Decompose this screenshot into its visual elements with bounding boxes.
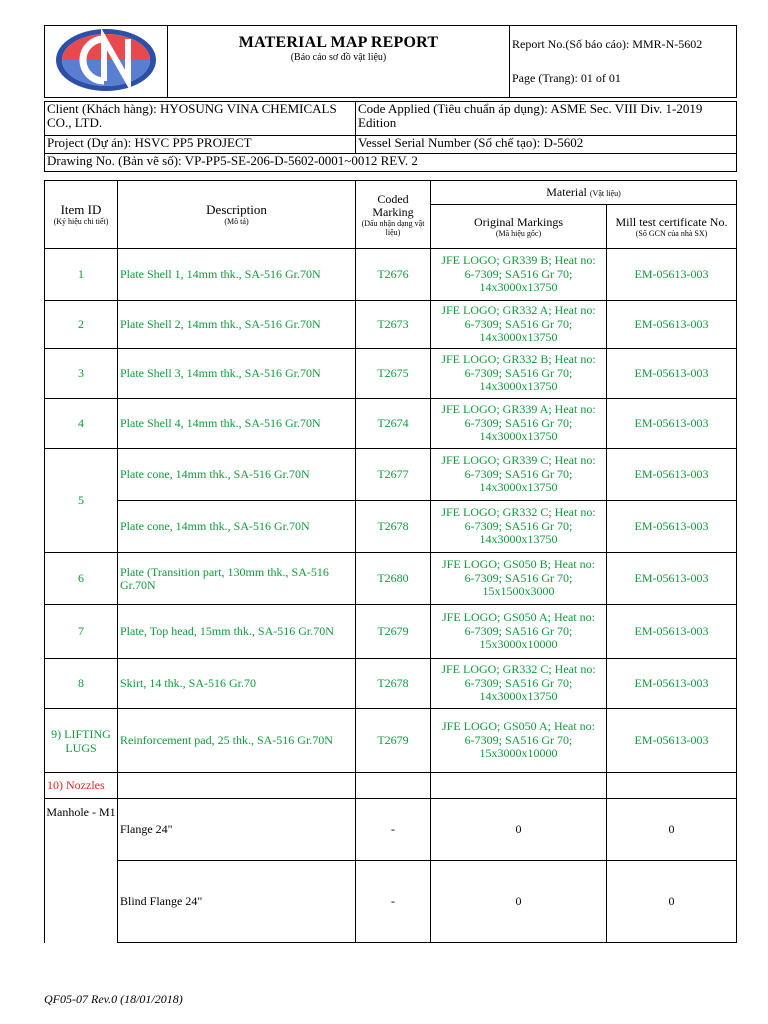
original-marking-line: 15x3000x10000 [479, 746, 558, 761]
coded-marking: T2674 [356, 399, 431, 449]
original-marking-line: JFE LOGO; GR332 C; Heat no: [441, 505, 596, 520]
coded-marking: T2676 [356, 249, 431, 301]
coded-marking: T2675 [356, 349, 431, 399]
title-cell [168, 26, 510, 98]
company-logo-cell [45, 26, 168, 98]
item-id: 4 [45, 399, 118, 449]
table-row [45, 553, 737, 605]
original-markings [431, 301, 607, 349]
original-marking-line: 6-7309; SA516 Gr 70; [464, 570, 573, 585]
original-marking-line: 15x3000x10000 [479, 637, 558, 652]
original-marking-line: 14x3000x13750 [479, 280, 558, 295]
project-info [44, 101, 737, 172]
original-marking-line: 6-7309; SA516 Gr 70; [464, 623, 573, 638]
original-markings [431, 349, 607, 399]
nozzle-orig: 0 [431, 861, 607, 943]
table-row [45, 249, 737, 301]
mill-cert-no: EM-05613-003 [607, 249, 737, 301]
original-marking-line: 6-7309; SA516 Gr 70; [464, 466, 573, 481]
col-original-markings: Original Markings (Mã hiệu gốc) [431, 205, 607, 249]
nozzle-coded: - [356, 861, 431, 943]
item-description: Skirt, 14 thk., SA-516 Gr.70 [118, 659, 356, 709]
item-id: 8 [45, 659, 118, 709]
original-marking-line: 14x3000x13750 [479, 330, 558, 345]
original-markings [431, 605, 607, 659]
nozzle-desc: Flange 24" [118, 799, 356, 861]
original-marking-line: JFE LOGO; GR339 B; Heat no: [441, 253, 596, 268]
original-marking-line: 14x3000x13750 [479, 689, 558, 704]
nozzle-mill: 0 [607, 861, 737, 943]
item-description: Plate Shell 2, 14mm thk., SA-516 Gr.70N [118, 301, 356, 349]
table-row [45, 501, 737, 553]
coded-marking: T2679 [356, 605, 431, 659]
original-marking-line: JFE LOGO; GS050 B; Heat no: [442, 557, 595, 572]
original-marking-line: 6-7309; SA516 Gr 70; [464, 316, 573, 331]
original-marking-line: JFE LOGO; GS050 A; Heat no: [442, 719, 595, 734]
mill-cert-no: EM-05613-003 [607, 301, 737, 349]
table-row [45, 659, 737, 709]
original-marking-line: 6-7309; SA516 Gr 70; [464, 415, 573, 430]
mill-cert-no: EM-05613-003 [607, 659, 737, 709]
mill-cert-no: EM-05613-003 [607, 349, 737, 399]
item-id: 2 [45, 301, 118, 349]
item-id: 6 [45, 553, 118, 605]
form-code: QF05-07 Rev.0 (18/01/2018) [44, 992, 183, 1006]
nozzle-orig: 0 [431, 799, 607, 861]
report-header [44, 25, 737, 98]
col-material: Material (Vật liệu) [431, 181, 737, 205]
mill-cert-no: EM-05613-003 [607, 501, 737, 553]
mill-cert-no: EM-05613-003 [607, 449, 737, 501]
material-rows [45, 249, 737, 773]
report-subtitle: (Báo cáo sơ đồ vật liệu) [290, 52, 387, 63]
item-description: Plate Shell 1, 14mm thk., SA-516 Gr.70N [118, 249, 356, 301]
original-marking-line: 6-7309; SA516 Gr 70; [464, 518, 573, 533]
original-marking-line: 6-7309; SA516 Gr 70; [464, 266, 573, 281]
original-markings [431, 659, 607, 709]
original-marking-line: 14x3000x13750 [479, 480, 558, 495]
item-description: Plate cone, 14mm thk., SA-516 Gr.70N [118, 501, 356, 553]
coded-marking: T2680 [356, 553, 431, 605]
item-description: Plate (Transition part, 130mm thk., SA-516 Gr.70N [118, 553, 356, 605]
item-id: 7 [45, 605, 118, 659]
item-id: 9) LIFTING LUGS [45, 709, 118, 773]
item-id: 3 [45, 349, 118, 399]
page-number: Page (Trang): 01 of 01 [512, 71, 621, 85]
item-description: Reinforcement pad, 25 thk., SA-516 Gr.70N [118, 709, 356, 773]
item-description: Plate Shell 3, 14mm thk., SA-516 Gr.70N [118, 349, 356, 399]
project-field: Project (Dự án): HSVC PP5 PROJECT [45, 136, 356, 154]
original-marking-line: 6-7309; SA516 Gr 70; [464, 365, 573, 380]
original-markings [431, 553, 607, 605]
original-marking-line: 14x3000x13750 [479, 532, 558, 547]
col-coded-marking: Coded Marking (Dấu nhận dạng vật liệu) [356, 181, 431, 249]
item-id: 5 [45, 449, 118, 553]
original-marking-line: 6-7309; SA516 Gr 70; [464, 732, 573, 747]
original-markings [431, 399, 607, 449]
coded-marking: T2673 [356, 301, 431, 349]
original-markings [431, 501, 607, 553]
mill-cert-no: EM-05613-003 [607, 553, 737, 605]
original-marking-line: 6-7309; SA516 Gr 70; [464, 675, 573, 690]
report-meta-cell [510, 26, 737, 98]
coded-marking: T2678 [356, 659, 431, 709]
mill-cert-no: EM-05613-003 [607, 709, 737, 773]
drawing-field: Drawing No. (Bản vẽ số): VP-PP5-SE-206-D-5602-0001~0012 REV. 2 [45, 154, 737, 172]
vessel-serial-field: Vessel Serial Number (Số chế tạo): D-5602 [356, 136, 737, 154]
table-row [45, 399, 737, 449]
col-description: Description (Mô tả) [118, 181, 356, 249]
original-marking-line: JFE LOGO; GR339 A; Heat no: [441, 402, 596, 417]
original-marking-line: JFE LOGO; GR332 B; Heat no: [441, 352, 596, 367]
client-field: Client (Khách hàng): HYOSUNG VINA CHEMICALS CO., LTD. [45, 102, 356, 136]
material-table [44, 180, 737, 943]
report-title: MATERIAL MAP REPORT [238, 34, 439, 51]
original-marking-line: JFE LOGO; GR339 C; Heat no: [441, 453, 596, 468]
original-marking-line: 14x3000x13750 [479, 379, 558, 394]
table-row [45, 349, 737, 399]
mill-cert-no: EM-05613-003 [607, 605, 737, 659]
original-markings [431, 249, 607, 301]
manhole-id: Manhole - M1 [45, 799, 118, 943]
coded-marking: T2678 [356, 501, 431, 553]
table-row [45, 709, 737, 773]
report-number: Report No.(Số báo cáo): MMR-N-5602 [512, 37, 703, 51]
nozzle-mill: 0 [607, 799, 737, 861]
original-marking-line: JFE LOGO; GR332 C; Heat no: [441, 662, 596, 677]
coded-marking: T2677 [356, 449, 431, 501]
item-description: Plate Shell 4, 14mm thk., SA-516 Gr.70N [118, 399, 356, 449]
item-id: 1 [45, 249, 118, 301]
nozzle-desc: Blind Flange 24" [118, 861, 356, 943]
original-marking-line: JFE LOGO; GR332 A; Heat no: [441, 303, 596, 318]
nozzles-label: 10) Nozzles [45, 773, 118, 799]
item-description: Plate cone, 14mm thk., SA-516 Gr.70N [118, 449, 356, 501]
coded-marking: T2679 [356, 709, 431, 773]
original-markings [431, 449, 607, 501]
original-markings [431, 709, 607, 773]
nozzle-coded: - [356, 799, 431, 861]
table-row [45, 605, 737, 659]
col-item-id: Item ID (Ký hiệu chi tiết) [45, 181, 118, 249]
original-marking-line: 14x3000x13750 [479, 429, 558, 444]
table-row [45, 301, 737, 349]
item-description: Plate, Top head, 15mm thk., SA-516 Gr.70N [118, 605, 356, 659]
code-applied-field: Code Applied (Tiêu chuẩn áp dụng): ASME Sec. VIII Div. 1-2019 Edition [356, 102, 737, 136]
company-logo-icon [54, 27, 158, 93]
col-mill-test: Mill test certificate No. (Số GCN của nhà SX) [607, 205, 737, 249]
table-row [45, 449, 737, 501]
original-marking-line: JFE LOGO; GS050 A; Heat no: [442, 610, 595, 625]
mill-cert-no: EM-05613-003 [607, 399, 737, 449]
original-marking-line: 15x1500x3000 [482, 584, 555, 599]
